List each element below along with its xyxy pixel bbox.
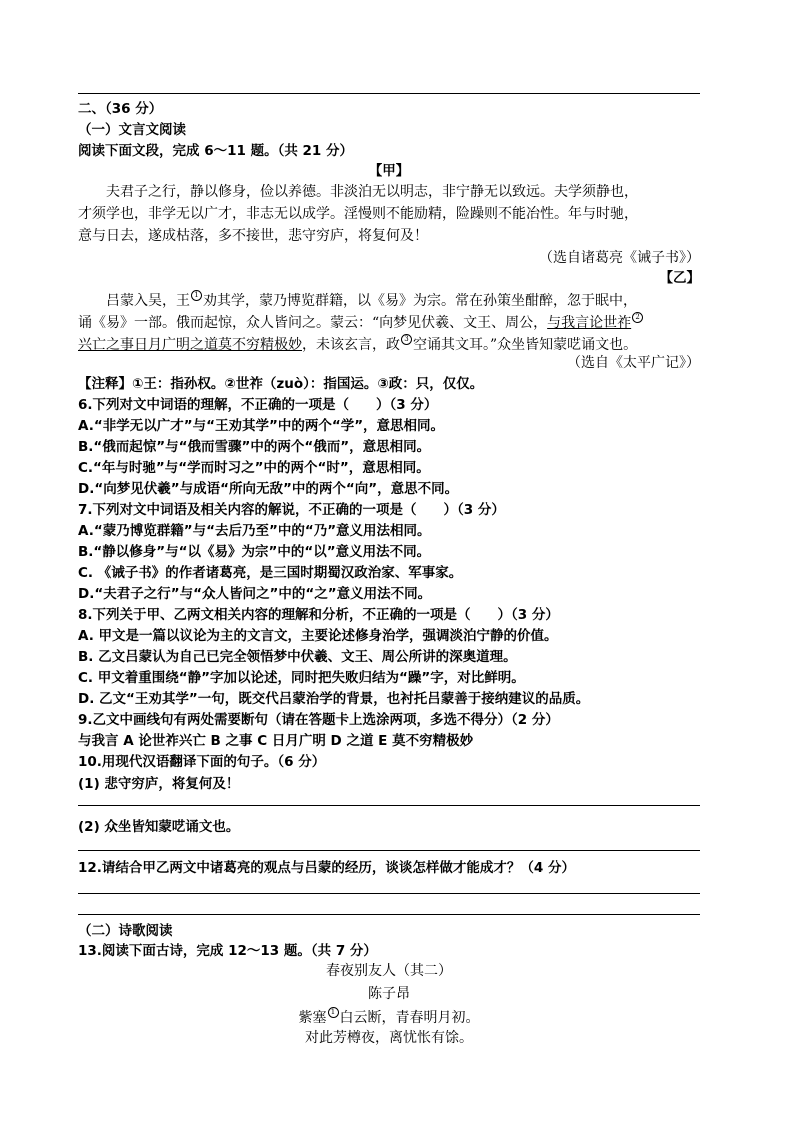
passage-a-source: （选自诸葛亮《诫子书》） bbox=[539, 250, 700, 266]
poem-author: 陈子昂 bbox=[368, 986, 410, 1002]
passage-b-line: 吕蒙入吴，王 1 劝其学，蒙乃博览群籍，以《易》为宗。常在孙策坐酣醉，忽于眠中， bbox=[106, 291, 637, 309]
section-title: 二、（36 分） bbox=[78, 101, 163, 117]
poem-line: 紫塞 1 白云断，青春明月初。 bbox=[298, 1008, 480, 1026]
poetry-instruction: 13.阅读下面古诗，完成 12～13 题。（共 7 分） bbox=[78, 943, 377, 959]
question-8-option-d: D. 乙文“王劝其学”一句，既交代吕蒙治学的背景，也衬托吕蒙善于接纳建议的品质。 bbox=[78, 691, 590, 707]
passage-a-line: 夫君子之行，静以修身，俭以养德。非淡泊无以明志，非宁静无以致远。夫学须静也， bbox=[106, 184, 638, 200]
question-8-option-a: A. 甲文是一篇以议论为主的文言文，主要论述修身治学，强调淡泊宁静的价值。 bbox=[78, 628, 558, 644]
subsection-classical-reading: （一）文言文阅读 bbox=[78, 122, 186, 138]
answer-line[interactable] bbox=[78, 850, 700, 851]
underlined-sentence: 兴亡之事日月广明之道莫不穷精极妙 bbox=[78, 337, 302, 353]
subsection-poetry-reading: （二）诗歌阅读 bbox=[78, 923, 173, 939]
underlined-sentence: 与我言论世祚 bbox=[547, 315, 632, 331]
note-marker-2: 2 bbox=[632, 312, 643, 323]
top-divider bbox=[78, 93, 700, 94]
answer-line[interactable] bbox=[78, 893, 700, 894]
note-marker-3: 3 bbox=[401, 334, 412, 345]
question-10-stem: 10.用现代汉语翻译下面的句子。（6 分） bbox=[78, 754, 326, 770]
question-6-option-a: A.“非学无以广才”与“王劝其学”中的两个“学”，意思相同。 bbox=[78, 418, 445, 434]
question-7-stem: 7.下列对文中词语及相关内容的解说，不正确的一项是（ ）（3 分） bbox=[78, 502, 505, 518]
question-7-option-c: C. 《诫子书》的作者诸葛亮，是三国时期蜀汉政治家、军事家。 bbox=[78, 565, 463, 581]
question-6-option-c: C.“年与时驰”与“学而时习之”中的两个“时”，意思相同。 bbox=[78, 460, 430, 476]
question-8-option-c: C. 甲文着重围绕“静”字加以论述，同时把失败归结为“躁”字，对比鲜明。 bbox=[78, 670, 525, 686]
passage-a-line: 意与日去，遂成枯落，多不接世，悲守穷庐，将复何及！ bbox=[78, 228, 428, 244]
question-9-stem: 9.乙文中画线句有两处需要断句（请在答题卡上选涂两项，多选不得分）（2 分） bbox=[78, 712, 559, 728]
poem-line: 对此芳樽夜，离忧怅有馀。 bbox=[305, 1030, 473, 1046]
note-marker-1: 1 bbox=[328, 1007, 339, 1018]
answer-line[interactable] bbox=[78, 805, 700, 806]
question-6-option-b: B.“俄而起惊”与“俄而雪骤”中的两个“俄而”，意思相同。 bbox=[78, 439, 431, 455]
passage-b-label: 【乙】 bbox=[659, 270, 700, 286]
passage-b-source: （选自《太平广记》） bbox=[567, 355, 700, 371]
answer-line[interactable] bbox=[78, 914, 700, 915]
question-8-stem: 8.下列关于甲、乙两文相关内容的理解和分析，不正确的一项是（ ）（3 分） bbox=[78, 607, 559, 623]
question-12-stem: 12.请结合甲乙两文中诸葛亮的观点与吕蒙的经历，谈谈怎样做才能成才？（4 分） bbox=[78, 860, 576, 876]
poem-title: 春夜别友人（其二） bbox=[326, 963, 452, 979]
reading-instruction: 阅读下面文段，完成 6～11 题。（共 21 分） bbox=[78, 143, 354, 159]
question-6-option-d: D.“向梦见伏羲”与成语“所向无敌”中的两个“向”，意思不同。 bbox=[78, 481, 459, 497]
passage-a-label: 【甲】 bbox=[368, 163, 410, 179]
question-7-option-b: B.“静以修身”与“以《易》为宗”中的“以”意义用法不同。 bbox=[78, 544, 431, 560]
passage-b-line: 兴亡之事日月广明之道莫不穷精极妙，未该玄言，政 3 空诵其文耳。”众坐皆知蒙呓诵文也。 bbox=[78, 335, 638, 353]
question-10-sentence-2: (2) 众坐皆知蒙呓诵文也。 bbox=[78, 819, 240, 835]
question-10-sentence-1: (1) 悲守穷庐，将复何及！ bbox=[78, 776, 240, 792]
question-7-option-a: A.“蒙乃博览群籍”与“去后乃至”中的“乃”意义用法相同。 bbox=[78, 523, 431, 539]
question-6-stem: 6.下列对文中词语的理解，不正确的一项是（ ）（3 分） bbox=[78, 397, 438, 413]
passage-a-line: 才须学也，非学无以广才，非志无以成学。淫慢则不能励精，险躁则不能冶性。年与时驰， bbox=[78, 206, 638, 222]
note-marker-1: 1 bbox=[191, 290, 202, 301]
question-9-options: 与我言 A 论世祚兴亡 B 之事 C 日月广明 D 之道 E 莫不穷精极妙 bbox=[78, 733, 474, 749]
question-8-option-b: B. 乙文吕蒙认为自己已完全领悟梦中伏羲、文王、周公所讲的深奥道理。 bbox=[78, 649, 517, 665]
passage-b-line: 诵《易》一部。俄而起惊，众人皆问之。蒙云：“向梦见伏羲、文王、周公，与我言论世祚 2 bbox=[78, 312, 644, 332]
notes: 【注释】①王：指孙权。②世祚（zuò）：指国运。③政：只，仅仅。 bbox=[78, 376, 484, 392]
question-7-option-d: D.“夫君子之行”与“众人皆问之”中的“之”意义用法不同。 bbox=[78, 586, 432, 602]
